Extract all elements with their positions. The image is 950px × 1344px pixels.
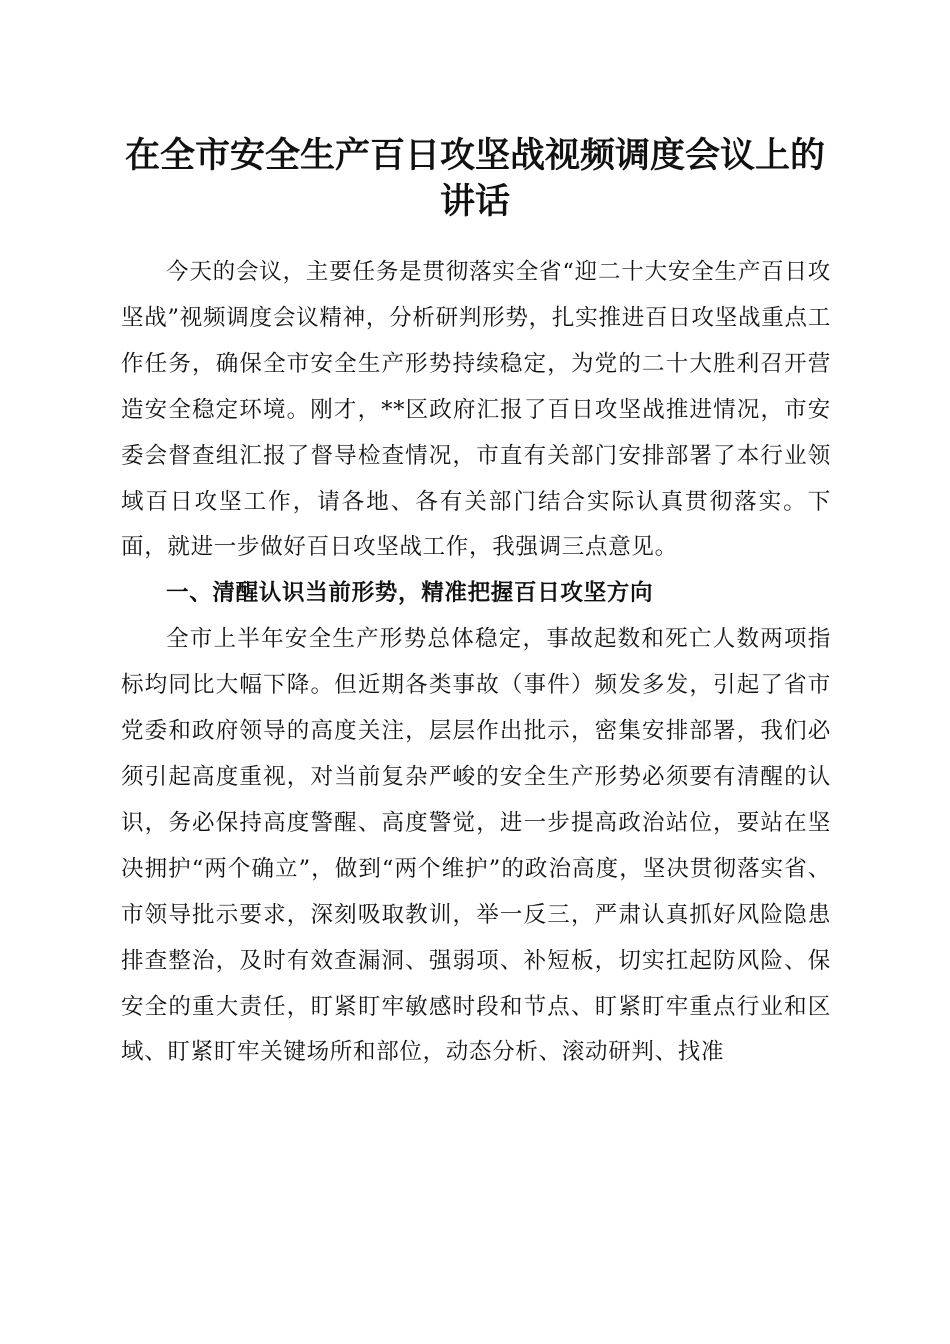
title-line-1: 在全市安全生产百日攻坚战视频调度会议上的 — [124, 135, 825, 176]
section-heading-1: 一、清醒认识当前形势，精准把握百日攻坚方向 — [166, 580, 654, 607]
document-body — [121, 250, 831, 1076]
paragraph-intro: 今天的会议，主要任务是贯彻落实全省“迎二十大安全生产百日攻坚战”视频调度会议精神，分析研判形势，扎实推进百日攻坚战重点工作任务，确保全市安全生产形势持续稳定，为党的二十大胜利召开营造安全稳定环境。刚才，**区政府汇报了百日攻坚战推进情况，市安委会督查组汇报了督导检查情况，市直有关部门安排部署了本行业领域百日攻坚工作，请各地、各有关部门结合实际认真贯彻落实。下面，就进一步做好百日攻坚战工作，我强调三点意见。 — [121, 259, 831, 561]
title-line-2: 讲话 — [439, 181, 510, 222]
paragraph-section-1: 全市上半年安全生产形势总体稳定，事故起数和死亡人数两项指标均同比大幅下降。但近期各类事故（事件）频发多发，引起了省市党委和政府领导的高度关注，层层作出批示，密集安排部署，我们必须引起高度重视，对当前复杂严峻的安全生产形势必须要有清醒的认识，务必保持高度警醒、高度警觉，进一步提高政治站位，要站在坚决拥护“两个确立”，做到“两个维护”的政治高度，坚决贯彻落实省、市领导批示要求，深刻吸取教训，举一反三，严肃认真抓好风险隐患排查整治，及时有效查漏洞、强弱项、补短板，切实扛起防风险、保安全的重大责任，盯紧盯牢敏感时段和节点、盯紧盯牢重点行业和区域、盯紧盯牢关键场所和部位，动态分析、滚动研判、找准 — [121, 626, 831, 1066]
document-title — [100, 133, 850, 225]
